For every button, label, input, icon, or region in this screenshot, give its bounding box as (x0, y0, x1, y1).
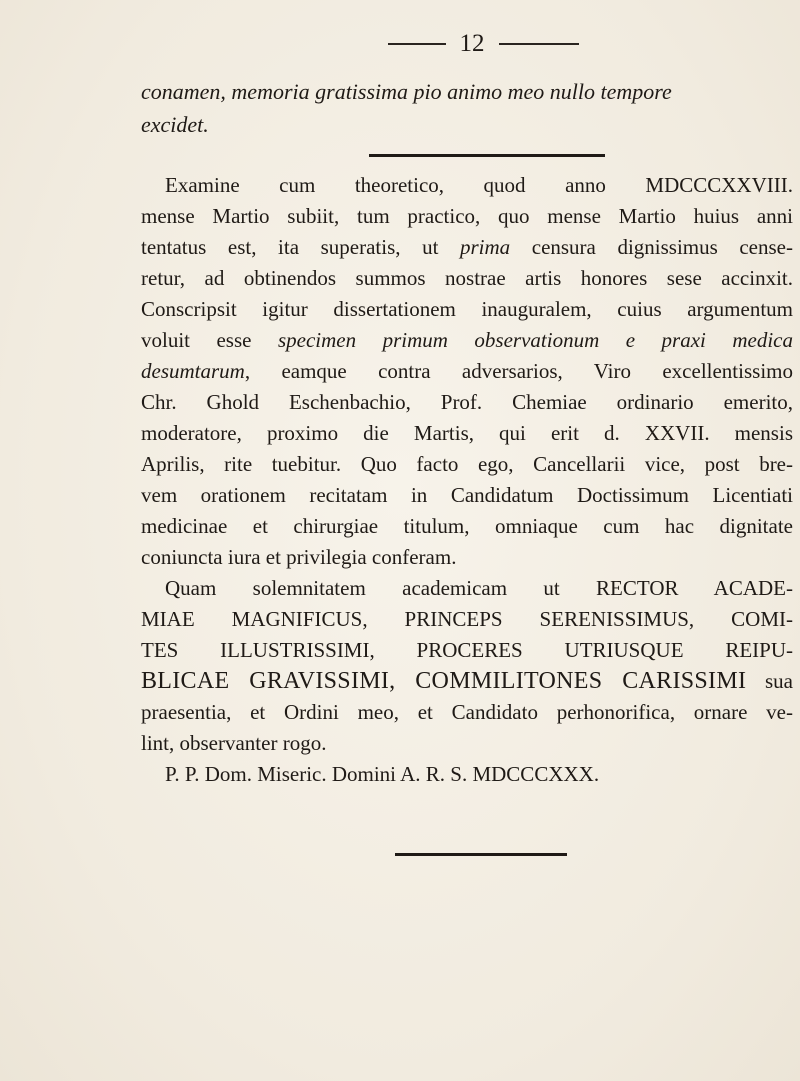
body-line-12: medicinae et chirurgiae titulum, omniaque cum hac dignitate (141, 514, 793, 538)
body-line-4: retur, ad obtinendos summos nostrae artis honores sese accinxit. (141, 266, 793, 290)
body-line-9: moderatore, proximo die Martis, qui erit d. XXVII. mensis (141, 421, 793, 445)
page-number: 12 (459, 30, 485, 57)
body-line-8: Chr. Ghold Eschenbachio, Prof. Chemiae ordinario emerito, (141, 390, 793, 414)
body-line-15: MIAE MAGNIFICUS, PRINCEPS SERENISSIMUS, COMI- (141, 607, 793, 631)
body-line-10: Aprilis, rite tuebitur. Quo facto ego, Cancellarii vice, post bre- (141, 452, 793, 476)
body-line-3a: tentatus est, ita superatis, ut (141, 235, 460, 259)
body-line-17 (141, 666, 793, 697)
dedication-text (141, 75, 791, 141)
body-line-7 (141, 356, 793, 387)
body-line-14: Quam solemnitatem academicam ut RECTOR ACADE- (165, 576, 793, 600)
body-line-7a: desumtarum (141, 359, 245, 383)
dedication-line-1: conamen, memoria gratissima pio animo meo nullo tempore (141, 79, 672, 104)
body-line-7b: , eamque contra adversarios, Viro excellentissimo (244, 359, 793, 383)
body-line-11: vem orationem recitatam in Candidatum Doctissimum Licentiati (141, 483, 793, 507)
body-line-1: Examine cum theoretico, quod anno MDCCCXXVIII. (165, 173, 793, 197)
body-text (141, 170, 793, 790)
dedication-line-2: excidet. (141, 112, 209, 137)
body-line-17b: sua (746, 669, 793, 693)
header-rule-right (499, 43, 579, 45)
body-line-3c: censura dignissimus cense- (510, 235, 793, 259)
body-line-20: P. P. Dom. Miseric. Domini A. R. S. MDCCCXXX. (165, 762, 600, 786)
body-line-6a: voluit esse (141, 328, 278, 352)
body-line-19: lint, observanter rogo. (141, 731, 327, 755)
body-line-17a: BLICAE GRAVISSIMI, COMMILITONES CARISSIMI (141, 668, 747, 694)
header-rule-left (388, 43, 446, 45)
body-line-3b: prima (459, 235, 511, 259)
body-line-5: Conscripsit igitur dissertationem inauguralem, cuius argumentum (141, 297, 793, 321)
body-line-18: praesentia, et Ordini meo, et Candidato perhonorifica, ornare ve- (141, 700, 793, 724)
section-divider-bottom (395, 853, 567, 856)
body-line-16: TES ILLUSTRISSIMI, PROCERES UTRIUSQUE REIPU- (141, 638, 793, 662)
body-line-6 (141, 325, 793, 356)
body-line-3 (141, 232, 793, 263)
body-line-6b: specimen primum observationum e praxi medica (277, 328, 793, 352)
body-line-13: coniuncta iura et privilegia conferam. (141, 545, 457, 569)
body-line-2: mense Martio subiit, tum practico, quo mense Martio huius anni (141, 204, 793, 228)
section-divider-top (369, 154, 605, 157)
